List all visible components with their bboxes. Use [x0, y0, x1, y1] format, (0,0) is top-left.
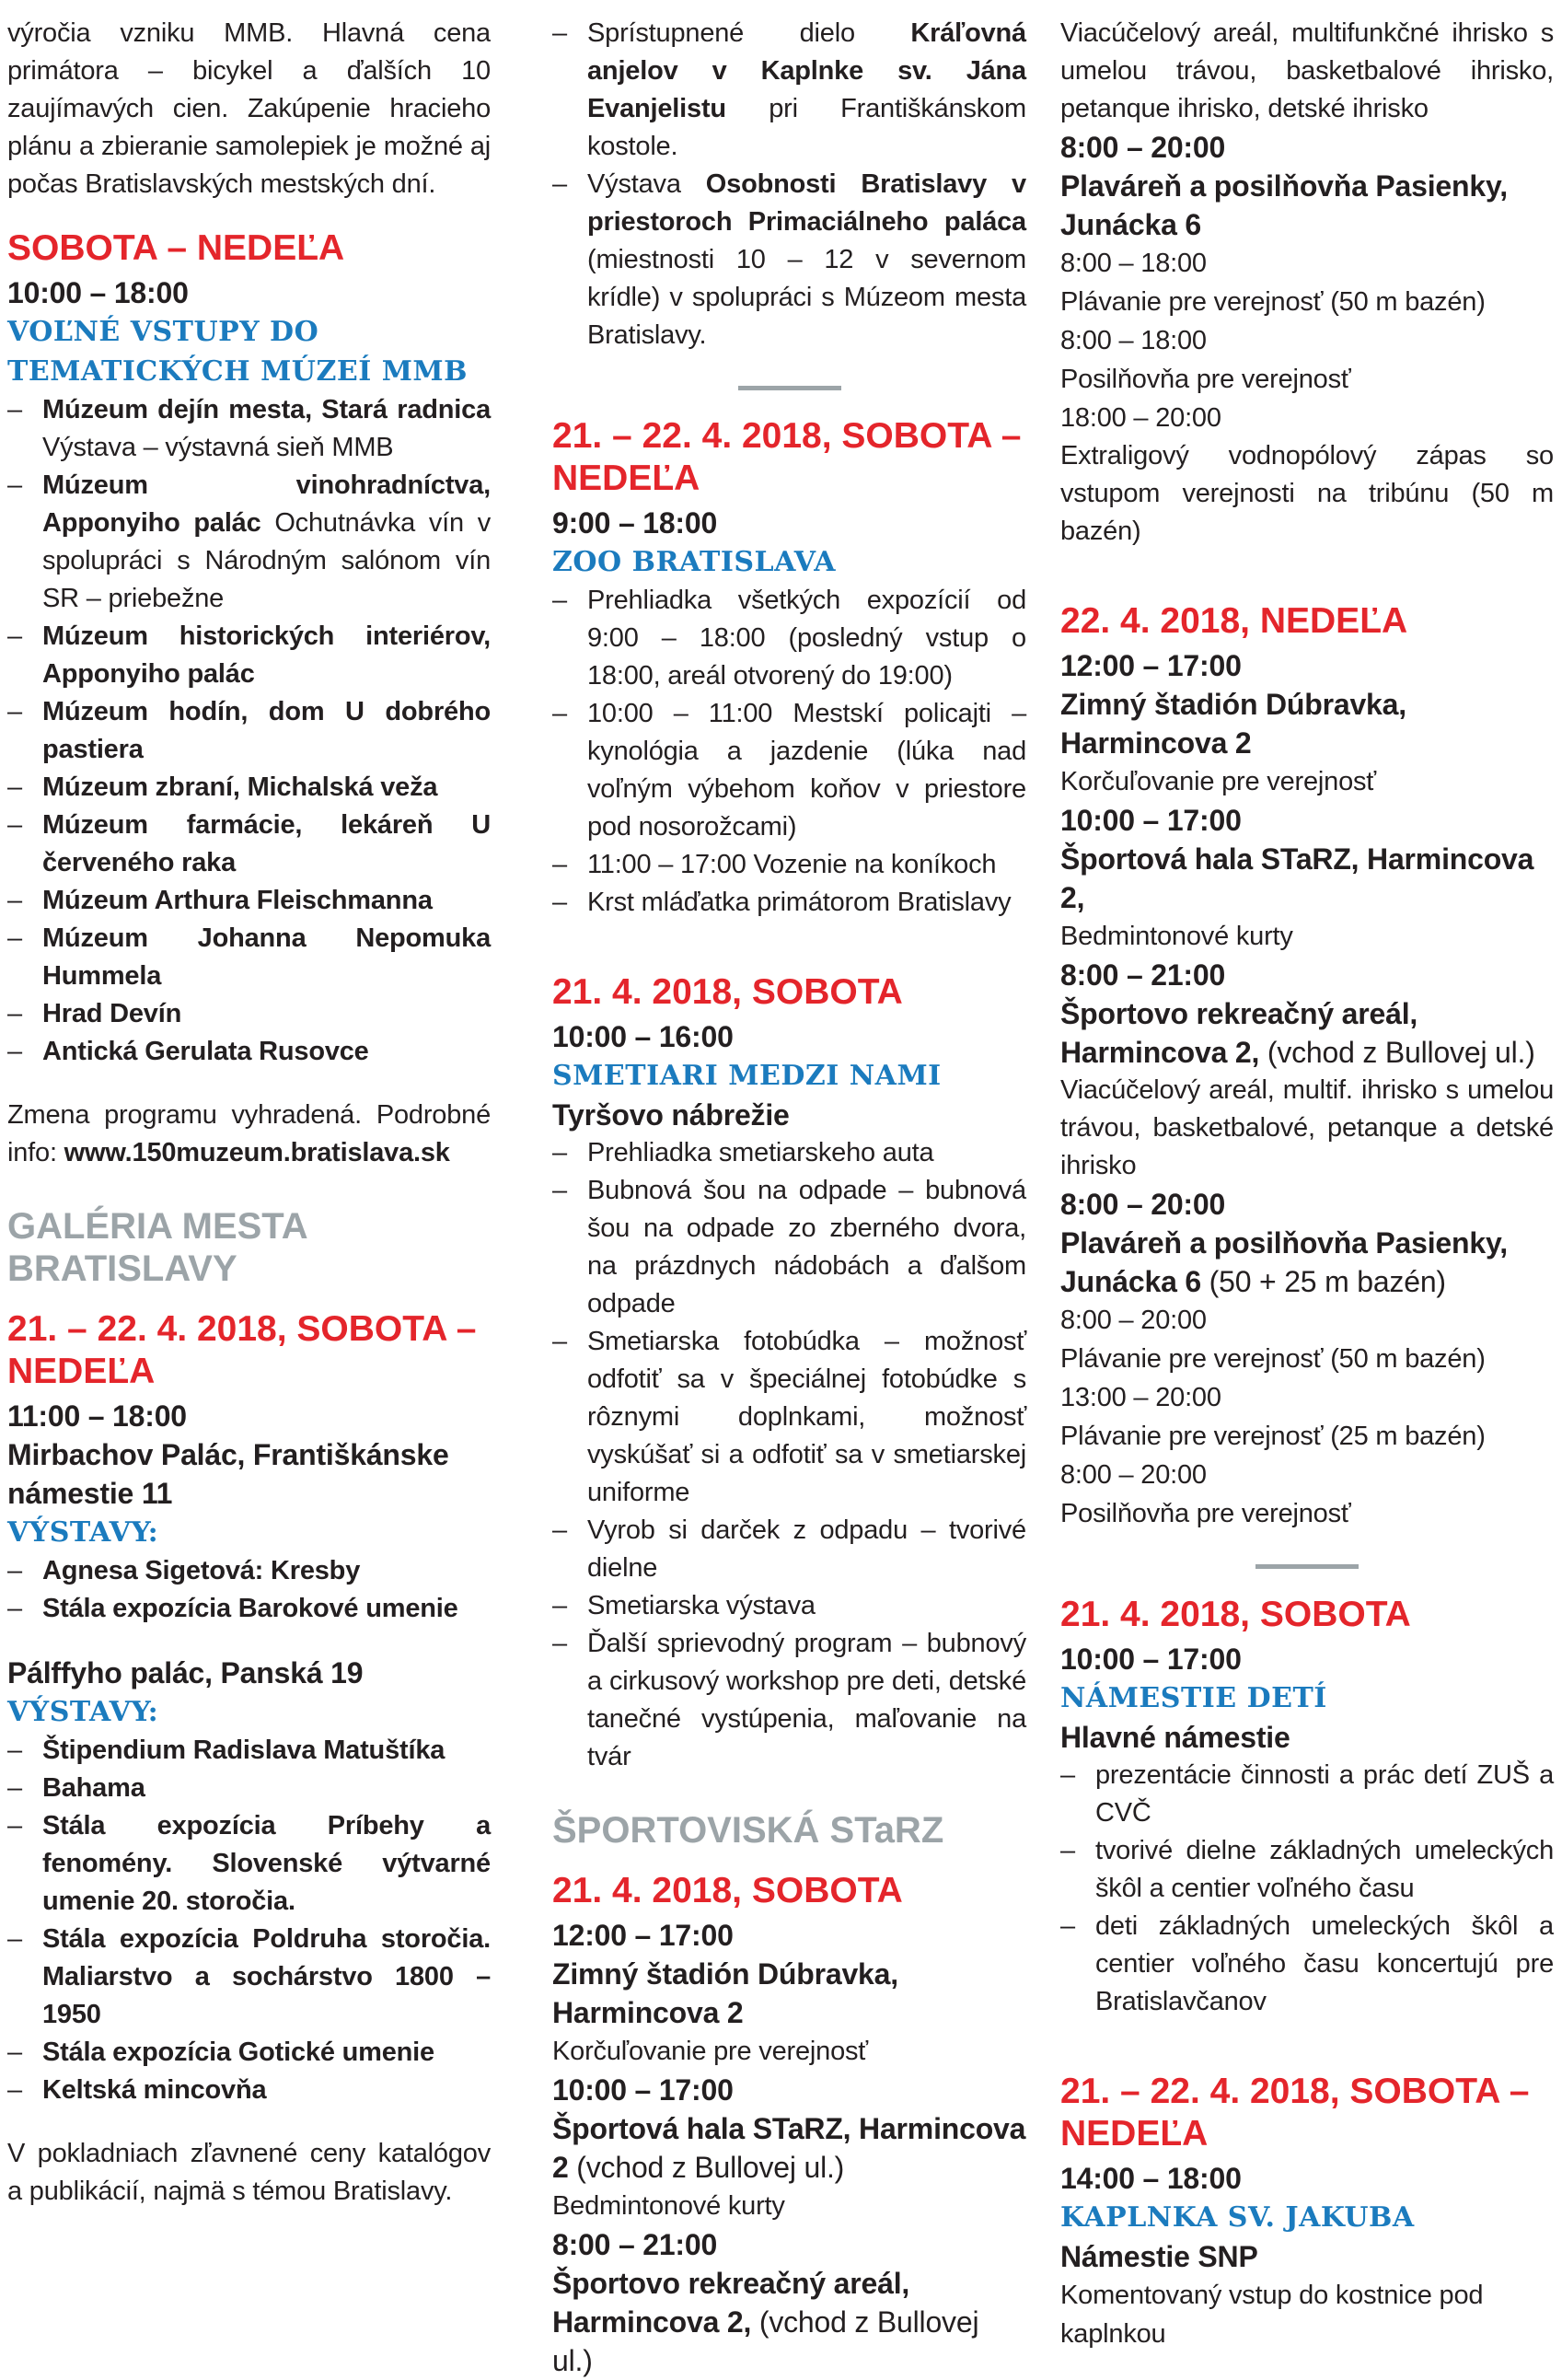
text-segment: Plávanie pre verejnosť (50 m bazén)	[1060, 1344, 1486, 1374]
text-segment: Posilňovňa pre verejnosť	[1060, 1499, 1351, 1528]
column-3	[1060, 15, 1554, 2380]
bullet-item	[552, 884, 1026, 922]
text-segment: (50 + 25 m bazén)	[1209, 1265, 1446, 1298]
text-segment: Múzeum farmácie, lekáreň U červeného raka	[42, 810, 491, 877]
time-heading	[7, 273, 491, 312]
date-heading	[1060, 600, 1554, 643]
text-segment: 8:00 – 21:00	[552, 2228, 718, 2261]
bullet-dash: –	[552, 169, 567, 199]
text-segment: Antická Gerulata Rusovce	[42, 1037, 369, 1066]
bullet-item	[7, 769, 491, 807]
bullet-dash: –	[7, 999, 22, 1028]
venue-line	[1060, 1718, 1554, 1757]
time-heading	[552, 1017, 1026, 1056]
text-segment: 21. 4. 2018, SOBOTA	[552, 1871, 903, 1910]
text-segment: 8:00 – 18:00	[1060, 249, 1207, 278]
text-segment: 21. – 22. 4. 2018, SOBOTA – NEDEĽA	[7, 1309, 477, 1391]
bullet-dash: –	[552, 699, 567, 728]
text-segment: VOĽNÉ VSTUPY DO TEMATICKÝCH MÚZEÍ MMB	[7, 316, 468, 388]
paragraph	[1060, 437, 1554, 551]
text-segment: Mirbachov Palác, Františkánske námestie 11	[7, 1438, 449, 1510]
text-segment: Múzeum vinohradníctva, Apponyiho palác	[42, 470, 491, 538]
text-segment: www.150muzeum.bratislava.sk	[64, 1138, 450, 1167]
text-segment: Športovo rekreačný areál, Harmincova 2,	[1060, 997, 1418, 1069]
text-segment: Zimný štadión Dúbravka, Harmincova 2	[552, 1957, 898, 2029]
column-2	[552, 15, 1026, 2380]
text-segment: Viacúčelový areál, multifunkčné ihrisko s umelou trávou, basketbalové ihrisko, petanque ihrisko, detské ihrisko	[1060, 18, 1554, 123]
bullet-dash: –	[552, 1176, 567, 1205]
date-heading	[552, 971, 1026, 1014]
date-heading	[7, 1308, 491, 1393]
bullet-item	[552, 1323, 1026, 1512]
bullet-item	[7, 1033, 491, 1071]
bullet-dash: –	[7, 810, 22, 840]
bullet-dash: –	[7, 1924, 22, 1954]
info-line	[1060, 917, 1554, 956]
text-segment: tvorivé dielne základných umeleckých škôl a centier voľného času	[1095, 1836, 1554, 1903]
venue-line	[7, 1435, 491, 1513]
text-segment: Osobnosti Bratislavy v priestoroch Primaciálneho paláca	[587, 169, 1026, 237]
venue-line	[1060, 167, 1554, 244]
text-segment: NÁMESTIE DETÍ	[1060, 1682, 1327, 1714]
bullet-item	[7, 1590, 491, 1628]
text-segment: Stála expozícia Barokové umenie	[42, 1594, 458, 1623]
text-segment: Tyršovo nábrežie	[552, 1098, 790, 1132]
text-segment: VÝSTAVY:	[7, 1516, 159, 1549]
text-segment: deti základných umeleckých škôl a centier voľného času koncertujú pre Bratislavčanov	[1095, 1911, 1554, 2016]
text-segment: Korčuľovanie pre verejnosť	[552, 2037, 868, 2066]
date-heading	[552, 415, 1026, 500]
text-segment: KAPLNKA SV. JAKUBA	[1060, 2201, 1415, 2234]
bullet-dash: –	[552, 1591, 567, 1620]
text-segment: Stála expozícia Gotické umenie	[42, 2038, 434, 2067]
text-segment: Športová hala STaRZ, Harmincova 2	[552, 2112, 1026, 2184]
text-segment: SOBOTA – NEDEĽA	[7, 228, 345, 268]
time-line	[1060, 1378, 1554, 1417]
bullet-item	[7, 1770, 491, 1807]
time-heading	[552, 1916, 1026, 1955]
bullet-item	[7, 807, 491, 882]
text-segment: Smetiarska výstava	[587, 1591, 816, 1620]
paragraph	[7, 15, 491, 203]
text-segment: 10:00 – 16:00	[552, 1020, 734, 1053]
bullet-dash: –	[552, 586, 567, 615]
info-line	[1060, 283, 1554, 321]
text-segment: Korčuľovanie pre verejnosť	[1060, 767, 1376, 796]
bullet-item	[7, 2072, 491, 2109]
text-segment: Smetiarska fotobúdka – možnosť odfotiť sa v špeciálnej fotobúdke s rôznymi doplnkami, možnosť vyskúšať si a odfotiť sa v smetiarskej uniforme	[587, 1327, 1026, 1507]
spacer	[1060, 2021, 1554, 2047]
spacer	[7, 1071, 491, 1097]
bullet-item	[1060, 1908, 1554, 2021]
bullet-item	[552, 846, 1026, 884]
bullet-item	[1060, 1757, 1554, 1832]
text-segment: Štipendium Radislava Matuštíka	[42, 1736, 445, 1765]
bullet-dash: –	[7, 1773, 22, 1803]
bullet-item	[7, 882, 491, 920]
time-line	[1060, 1301, 1554, 1340]
time-heading	[1060, 646, 1554, 685]
section-heading-blue	[7, 312, 491, 391]
spacer	[1060, 551, 1554, 576]
time-line	[1060, 321, 1554, 360]
paragraph	[1060, 1072, 1554, 1185]
time-line	[1060, 244, 1554, 283]
text-segment: 11:00 – 18:00	[7, 1399, 187, 1433]
time-line	[1060, 1456, 1554, 1494]
divider-line	[1255, 1564, 1359, 1569]
section-heading-blue	[1060, 1678, 1554, 1718]
date-heading	[1060, 1594, 1554, 1636]
bullet-dash: –	[7, 1556, 22, 1585]
text-segment: 9:00 – 18:00	[552, 506, 718, 540]
text-segment: 8:00 – 20:00	[1060, 1188, 1226, 1221]
bullet-item	[552, 1512, 1026, 1587]
text-segment: (vchod z Bullovej ul.)	[576, 2151, 845, 2184]
text-segment: Sprístupnené dielo	[587, 18, 911, 48]
text-segment: Múzeum Johanna Nepomuka Hummela	[42, 923, 491, 991]
paragraph	[1060, 15, 1554, 128]
text-segment: Agnesa Sigetová: Kresby	[42, 1556, 361, 1585]
text-segment: Ochutnávka vín v spolupráci s Národným salónom vín SR – priebežne	[42, 508, 491, 613]
time-heading	[1060, 2159, 1554, 2198]
text-segment: Prehliadka smetiarskeho auta	[587, 1138, 934, 1167]
venue-line	[1060, 1224, 1554, 1301]
date-heading	[552, 1870, 1026, 1912]
bullet-item	[7, 1552, 491, 1590]
bullet-dash: –	[7, 772, 22, 802]
divider-line	[738, 386, 841, 390]
text-segment: Športová hala STaRZ, Harmincova 2,	[1060, 842, 1534, 914]
text-segment: 10:00 – 18:00	[7, 276, 189, 309]
text-segment: Hlavné námestie	[1060, 1721, 1290, 1754]
bullet-item	[7, 995, 491, 1033]
text-segment: Pálffyho palác, Panská 19	[7, 1656, 364, 1689]
text-segment: Múzeum zbraní, Michalská veža	[42, 772, 438, 802]
text-segment: Bedmintonové kurty	[552, 2191, 785, 2221]
bullet-dash: –	[552, 850, 567, 879]
bullet-dash: –	[7, 395, 22, 424]
text-segment: Múzeum Arthura Fleischmanna	[42, 886, 433, 915]
text-segment: Ďalší sprievodný program – bubnový a cirkusový workshop pre deti, detské tanečné vystúpenia, maľovanie na tvár	[587, 1629, 1026, 1771]
venue-line	[552, 2109, 1026, 2187]
time-heading	[1060, 128, 1554, 167]
venue-line	[1060, 685, 1554, 762]
bullet-dash: –	[552, 888, 567, 917]
bullet-item	[552, 1625, 1026, 1776]
text-segment: 13:00 – 20:00	[1060, 1383, 1221, 1412]
text-segment: 8:00 – 20:00	[1060, 1460, 1207, 1490]
text-segment: VÝSTAVY:	[7, 1696, 159, 1728]
text-segment: V pokladniach zľavnené ceny katalógov a publikácií, najmä s témou Bratislavy.	[7, 2139, 491, 2206]
date-heading	[7, 227, 491, 270]
text-segment: 10:00 – 17:00	[1060, 1643, 1242, 1676]
time-heading	[1060, 956, 1554, 994]
text-segment: 22. 4. 2018, NEDEĽA	[1060, 601, 1408, 641]
paragraph	[7, 1097, 491, 1172]
text-segment: Zimný štadión Dúbravka, Harmincova 2	[1060, 688, 1406, 760]
bullet-dash: –	[7, 621, 22, 651]
venue-line	[552, 1955, 1026, 2032]
time-heading	[7, 1397, 491, 1435]
bullet-dash: –	[1060, 1911, 1075, 1941]
time-heading	[1060, 801, 1554, 840]
bullet-dash: –	[7, 2075, 22, 2105]
text-segment: Stála expozícia Príbehy a fenomény. Slovenské výtvarné umenie 20. storočia.	[42, 1811, 491, 1916]
text-segment: Bedmintonové kurty	[1060, 922, 1293, 951]
text-segment: Plaváreň a posilňovňa Pasienky, Junácka 6	[1060, 169, 1508, 241]
bullet-dash: –	[1060, 1836, 1075, 1865]
text-segment: pri Františkánskom kostole.	[587, 94, 1026, 161]
text-segment: výročia vzniku MMB. Hlavná cena primátora – bicykel a ďalších 10 zaujímavých cien. Zakúpenie hracieho plánu a zbieranie samolepiek je možné aj počas Bratislavských mestských dní.	[7, 18, 491, 199]
text-segment: 12:00 – 17:00	[1060, 649, 1242, 682]
section-heading-blue	[7, 1513, 491, 1552]
time-heading	[1060, 1640, 1554, 1678]
text-segment: Extraligový vodnopólový zápas so vstupom verejnosti na tribúnu (50 m bazén)	[1060, 441, 1554, 546]
bullet-dash: –	[552, 1327, 567, 1356]
text-segment: SMETIARI MEDZI NAMI	[552, 1060, 942, 1092]
text-segment: Plávanie pre verejnosť (50 m bazén)	[1060, 287, 1486, 317]
text-segment: Keltská mincovňa	[42, 2075, 267, 2105]
text-segment: 10:00 – 11:00 Mestskí policajti – kynológia a jazdenie (lúka nad voľným výbehom koňov v priestore pod nosorožcami)	[587, 699, 1026, 842]
bullet-dash: –	[552, 1629, 567, 1658]
text-segment: 21. – 22. 4. 2018, SOBOTA – NEDEĽA	[1060, 2072, 1530, 2154]
text-segment: Výstava – výstavná sieň MMB	[42, 433, 394, 462]
paragraph	[7, 2135, 491, 2211]
text-segment: Hrad Devín	[42, 999, 182, 1028]
bullet-item	[552, 1172, 1026, 1323]
bullet-item	[552, 695, 1026, 846]
text-segment: 8:00 – 21:00	[1060, 958, 1226, 992]
bullet-item	[7, 1732, 491, 1770]
date-heading	[1060, 2071, 1554, 2155]
text-segment: Krst mláďatka primátorom Bratislavy	[587, 888, 1012, 917]
time-heading	[552, 2225, 1026, 2264]
text-segment: Múzeum dejín mesta, Stará radnica	[42, 395, 491, 424]
spacer	[7, 2109, 491, 2135]
text-segment: Vyrob si darček z odpadu – tvorivé dielne	[587, 1515, 1026, 1583]
bullet-item	[7, 391, 491, 467]
info-line	[1060, 762, 1554, 801]
text-segment: Múzeum historických interiérov, Apponyiho palác	[42, 621, 491, 689]
bullet-item	[7, 618, 491, 693]
info-line	[1060, 1417, 1554, 1456]
text-segment: 14:00 – 18:00	[1060, 2162, 1242, 2195]
bullet-item	[552, 1134, 1026, 1172]
text-segment: GALÉRIA MESTA BRATISLAVY	[7, 1206, 307, 1289]
time-heading	[552, 2071, 1026, 2109]
text-segment: Viacúčelový areál, multif. ihrisko s umelou trávou, basketbalové, petanque a detské ihrisko	[1060, 1075, 1554, 1180]
text-segment: 21. 4. 2018, SOBOTA	[552, 972, 903, 1012]
divider	[552, 378, 1026, 395]
bullet-dash: –	[7, 470, 22, 500]
text-segment: 8:00 – 20:00	[1060, 131, 1226, 164]
text-segment: Kráľovná anjelov v Kaplnke sv. Jána Evanjelistu	[587, 18, 1026, 123]
section-heading-gray	[552, 1809, 1026, 1852]
info-line	[552, 2187, 1026, 2225]
text-segment: Športovo rekreačný areál, Harmincova 2,	[552, 2267, 910, 2339]
text-segment: prezentácie činnosti a prác detí ZUŠ a CVČ	[1095, 1760, 1554, 1828]
info-line	[1060, 1494, 1554, 1533]
venue-line	[552, 2264, 1026, 2380]
text-segment: Plaváreň a posilňovňa Pasienky, Junácka 6	[1060, 1226, 1508, 1298]
bullet-dash: –	[7, 1594, 22, 1623]
venue-line	[552, 1096, 1026, 1134]
section-heading-blue	[552, 542, 1026, 582]
bullet-item	[7, 2034, 491, 2072]
text-segment: 21. – 22. 4. 2018, SOBOTA – NEDEĽA	[552, 416, 1022, 498]
bullet-item	[1060, 1832, 1554, 1908]
bullet-item	[7, 467, 491, 618]
text-segment: 10:00 – 17:00	[1060, 804, 1242, 837]
text-segment: 21. 4. 2018, SOBOTA	[1060, 1595, 1411, 1634]
text-segment: Bahama	[42, 1773, 145, 1803]
time-heading	[552, 504, 1026, 542]
text-segment: Komentovaný vstup do kostnice pod kaplnkou	[1060, 2281, 1484, 2349]
spacer	[7, 1628, 491, 1654]
bullet-item	[7, 1807, 491, 1921]
text-segment: 8:00 – 20:00	[1060, 1306, 1207, 1335]
text-segment: Námestie SNP	[1060, 2240, 1258, 2273]
bullet-dash: –	[552, 1138, 567, 1167]
time-heading	[1060, 1185, 1554, 1224]
venue-line	[1060, 994, 1554, 1072]
text-segment: 10:00 – 17:00	[552, 2073, 734, 2107]
info-line	[1060, 1340, 1554, 1378]
bullet-dash: –	[7, 1037, 22, 1066]
text-segment: Plávanie pre verejnosť (25 m bazén)	[1060, 1422, 1486, 1451]
bullet-item	[552, 582, 1026, 695]
bullet-dash: –	[7, 886, 22, 915]
text-segment: (miestnosti 10 – 12 v severnom krídle) v spolupráci s Múzeom mesta Bratislavy.	[587, 245, 1026, 350]
text-segment: 12:00 – 17:00	[552, 1919, 734, 1952]
divider	[1060, 1557, 1554, 1573]
text-segment: Múzeum hodín, dom U dobrého pastiera	[42, 697, 491, 764]
text-segment: (vchod z Bullovej ul.)	[1267, 1036, 1535, 1069]
bullet-item	[7, 920, 491, 995]
venue-line	[7, 1654, 491, 1692]
section-heading-blue	[7, 1692, 491, 1732]
text-segment: Posilňovňa pre verejnosť	[1060, 365, 1351, 394]
text-segment: Prehliadka všetkých expozícií od 9:00 – 18:00 (posledný vstup o 18:00, areál otvorený do 19:00)	[587, 586, 1026, 691]
text-segment: ZOO BRATISLAVA	[552, 546, 836, 578]
venue-line	[1060, 840, 1554, 917]
bullet-dash: –	[1060, 1760, 1075, 1790]
text-segment: (vchod z Bullovej ul.)	[552, 2305, 979, 2377]
bullet-item	[7, 1921, 491, 2034]
bullet-dash: –	[7, 1736, 22, 1765]
section-heading-blue	[1060, 2198, 1554, 2237]
bullet-dash: –	[7, 2038, 22, 2067]
bullet-item	[552, 1587, 1026, 1625]
text-segment: Bubnová šou na odpade – bubnová šou na odpade zo zberného dvora, na prázdnych nádobách a ďalšom odpade	[587, 1176, 1026, 1318]
text-segment: Výstava	[587, 169, 706, 199]
bullet-dash: –	[7, 923, 22, 953]
venue-line	[1060, 2237, 1554, 2276]
text-segment: 11:00 – 17:00 Vozenie na koníkoch	[587, 850, 997, 879]
time-line	[1060, 399, 1554, 437]
info-line	[1060, 2276, 1554, 2353]
text-segment: 18:00 – 20:00	[1060, 403, 1221, 433]
text-segment: ŠPORTOVISKÁ STaRZ	[552, 1810, 944, 1851]
bullet-dash: –	[7, 1811, 22, 1840]
info-line	[1060, 360, 1554, 399]
text-segment: Stála expozícia Poldruha storočia. Maliarstvo a sochárstvo 1800 – 1950	[42, 1924, 491, 2029]
bullet-item	[7, 693, 491, 769]
column-1	[7, 15, 491, 2380]
section-heading-blue	[552, 1056, 1026, 1096]
info-line	[552, 2032, 1026, 2071]
text-segment: 8:00 – 18:00	[1060, 326, 1207, 355]
spacer	[552, 922, 1026, 947]
bullet-item	[552, 15, 1026, 166]
bullet-dash: –	[552, 18, 567, 48]
section-heading-gray	[7, 1205, 491, 1290]
bullet-dash: –	[7, 697, 22, 726]
bullet-item	[552, 166, 1026, 354]
text-segment: Zmena programu vyhradená. Podrobné info:	[7, 1100, 491, 1167]
bullet-dash: –	[552, 1515, 567, 1545]
